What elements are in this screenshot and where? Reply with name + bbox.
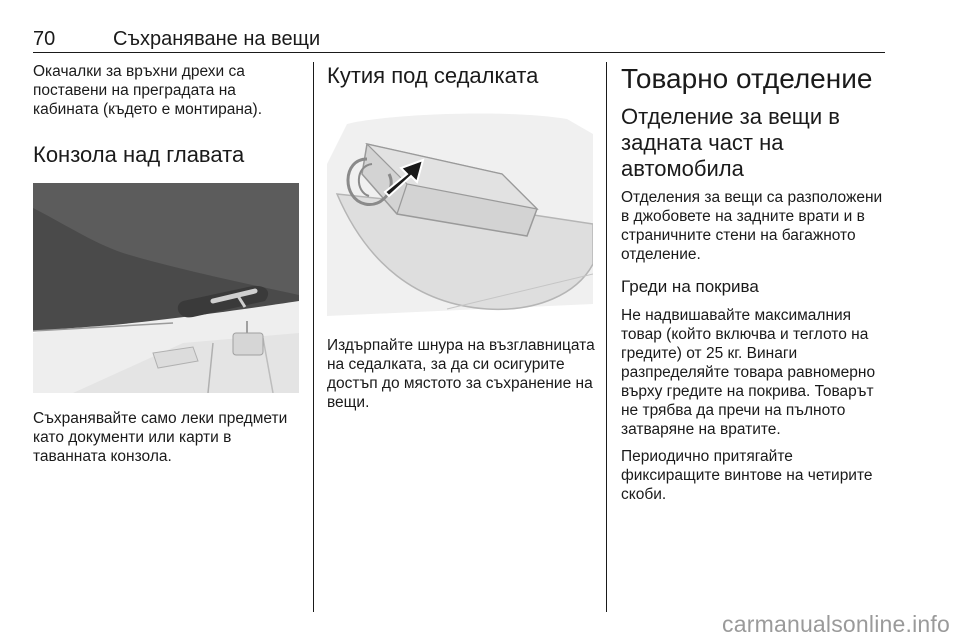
page-title: Съхраняване на вещи xyxy=(113,28,321,50)
load-compartment-heading: Товарно отделение xyxy=(621,63,873,94)
underseat-storage-illustration xyxy=(327,104,593,316)
rear-storage-text: Отделения за вещи са разположени в джобовете на задните врати и в страничните стени на багажното отделение. xyxy=(621,189,883,263)
header-rule xyxy=(33,52,885,53)
site-watermark: carmanualsonline.info xyxy=(722,611,950,637)
coat-hooks-text: Окачалки за връхни дрехи са поставени на преградата на кабината (където е монтирана). xyxy=(33,63,263,118)
column-3 xyxy=(621,62,891,504)
overhead-console-illustration xyxy=(33,183,299,393)
overhead-console-heading: Конзола над главата xyxy=(33,142,245,167)
column-divider-2 xyxy=(606,62,607,612)
column-1 xyxy=(33,62,301,466)
underseat-box-heading: Кутия под седалката xyxy=(327,63,539,88)
rear-storage-heading: Отделение за вещи в задната част на автомобила xyxy=(621,104,840,181)
overhead-console-caption: Съхранявайте само леки предмети като документи или карти в таванната конзола. xyxy=(33,410,288,465)
page-header xyxy=(33,28,885,52)
roof-bars-load-text: Не надвишавайте максималния товар (който включва и теглото на гредите) от 25 кг. Винаги разпределяйте товара равномерно върху гредите на покрива. Товарът не трябва да пречи на пълното затваряне на вратите. xyxy=(621,307,876,438)
roof-bars-screws-text: Периодично притягайте фиксиращите винтове на четирите скоби. xyxy=(621,448,873,503)
page-number: 70 xyxy=(33,28,56,50)
roof-bars-heading: Греди на покрива xyxy=(621,277,759,296)
column-divider-1 xyxy=(313,62,314,612)
column-2 xyxy=(327,62,595,412)
underseat-box-caption: Издърпайте шнура на възглавницата на седалката, за да си осигурите достъп до мястото за съхранение на вещи. xyxy=(327,337,595,411)
